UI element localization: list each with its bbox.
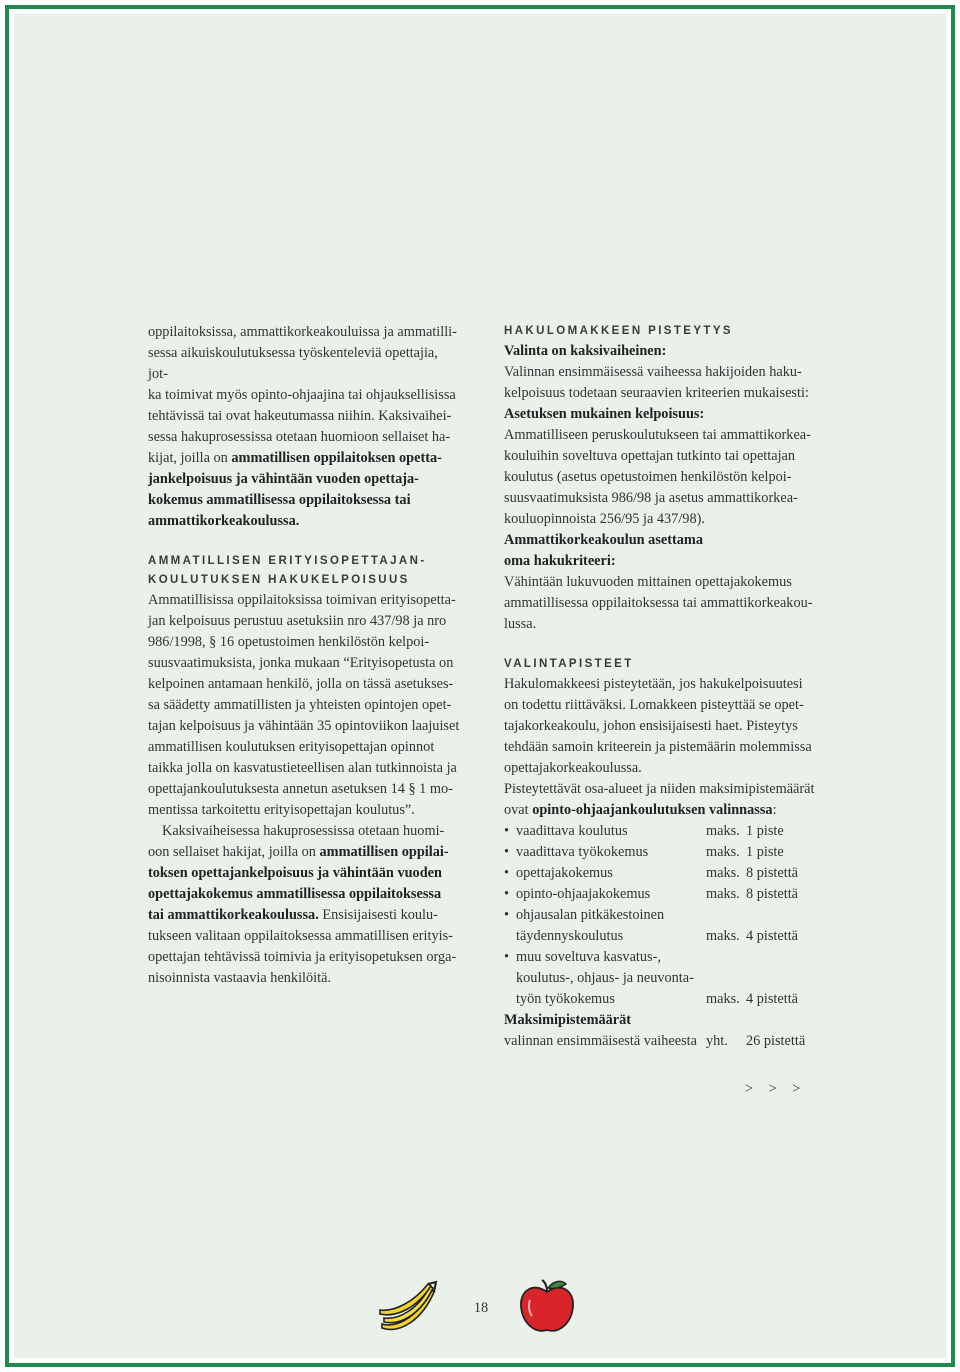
apple-icon	[516, 1278, 578, 1336]
text-line: tajan kelpoisuus ja vähintään 35 opintoviikon laajuiset	[148, 718, 460, 734]
text-line	[148, 842, 460, 863]
text-line: nisoinnista vastaavia henkilöitä.	[148, 970, 332, 986]
text-line: 986/1998, § 16 opetustoimen henkilöstön kelpoi-	[148, 634, 430, 650]
points-row	[504, 947, 824, 968]
text-line: ammatillisessa oppilaitoksessa tai ammattikorkeakou-	[504, 595, 813, 611]
bullet-icon: •	[504, 844, 510, 860]
text-line: kouluopinnoista 256/95 ja 437/98).	[504, 511, 705, 527]
text-segment: Ensisijaisesti koulu-	[318, 907, 438, 923]
bullet-icon: •	[504, 907, 510, 923]
points-value: 8 pistettä	[746, 886, 799, 902]
points-value: 4 pistettä	[746, 928, 799, 944]
points-label: vaadittava koulutus	[516, 823, 628, 839]
text-line: tajakorkeakoulu, johon ensisijaisesti haet. Pisteytys	[504, 718, 798, 734]
text-segment: kijat, joilla on	[148, 450, 232, 466]
points-row	[504, 926, 824, 947]
subheading: Asetuksen mukainen kelpoisuus:	[504, 406, 705, 422]
spacer	[148, 532, 460, 552]
text-line: ka toimivat myös opinto-ohjaajina tai ohjauksellisissa	[148, 387, 456, 403]
bullet-spacer	[504, 989, 516, 1010]
points-label: täydennyskoulutus	[516, 928, 624, 944]
left-column	[148, 322, 460, 989]
text-line: Ammatillisissa oppilaitoksissa toimivan erityisopetta-	[148, 592, 456, 608]
highlight-line: jankelpoisuus ja vähintään vuoden opettaja-	[148, 471, 419, 487]
text-line	[504, 800, 824, 821]
bullet-spacer	[504, 926, 516, 947]
points-value: 4 pistettä	[746, 991, 799, 1007]
text-line	[148, 905, 460, 926]
text-line: opettajan tehtävissä toimivia ja erityisopetuksen orga-	[148, 949, 457, 965]
points-row	[504, 842, 824, 863]
text-line: kelpoisuus todetaan seuraavien kriteerien mukaisesti:	[504, 385, 809, 401]
points-row	[504, 989, 824, 1010]
text-line: tukseen valitaan oppilaitoksessa ammatillisen erityis-	[148, 928, 453, 944]
text-line: sessa hakuprosessissa otetaan huomioon sellaiset ha-	[148, 429, 451, 445]
points-label: ohjausalan pitkäkestoinen	[516, 907, 665, 923]
points-row	[504, 863, 824, 884]
spacer	[504, 635, 824, 655]
text-line: Vähintään lukuvuoden mittainen opettajakokemus	[504, 574, 792, 590]
highlight-text: ammatillisen oppilai-	[319, 844, 449, 860]
text-line: taikka jolla on kasvatustieteellisen alan tutkinnoista ja	[148, 760, 457, 776]
points-maks: maks.	[706, 928, 740, 944]
bullet-icon: •	[504, 823, 510, 839]
text-line: Valinnan ensimmäisessä vaiheessa hakijoiden haku-	[504, 364, 802, 380]
points-row	[504, 968, 824, 989]
text-line: on todettu riittäväksi. Lomakkeen pisteyttää se opet-	[504, 697, 804, 713]
text-line: sessa aikuiskoulutuksessa työskenteleviä opettajia, jot-	[148, 345, 438, 382]
bullet-icon: •	[504, 886, 510, 902]
text-line: jan kelpoisuus perustuu asetuksiin nro 437/98 ja nro	[148, 613, 447, 629]
points-label: koulutus-, ohjaus- ja neuvonta-	[516, 970, 694, 986]
highlight-line: toksen opettajankelpoisuus ja vähintään vuoden	[148, 865, 442, 881]
text-line: Ammatilliseen peruskoulutukseen tai ammattikorkea-	[504, 427, 811, 443]
highlight-line: ammattikorkeakoulussa.	[148, 513, 300, 529]
points-value: 1 piste	[746, 844, 784, 860]
total-row	[504, 1031, 824, 1052]
text-line: suusvaatimuksista, jonka mukaan “Erityisopetusta on	[148, 655, 454, 671]
page-number: 18	[473, 1300, 489, 1316]
text-line: tehdään samoin kriteerein ja pistemäärin molemmissa	[504, 739, 812, 755]
points-label: vaadittava työkokemus	[516, 844, 649, 860]
text-line: kouluihin soveltuva opettajan tutkinto tai opettajan	[504, 448, 796, 464]
points-value: 1 piste	[746, 823, 784, 839]
text-line: lussa.	[504, 616, 537, 632]
bullet-spacer	[504, 968, 516, 989]
text-line: mentissa tarkoitettu erityisopettajan koulutus”.	[148, 802, 415, 818]
text-line: tehtävissä tai ovat hakeutumassa niihin. Kaksivaihei-	[148, 408, 452, 424]
text-line: opettajankoulutuksesta annetun asetuksen 14 § 1 mo-	[148, 781, 453, 797]
text-line: Hakulomakkeesi pisteytetään, jos hakukelpoisuutesi	[504, 676, 803, 692]
points-label: työn työkokemus	[516, 991, 615, 1007]
total-value: 26 pistettä	[746, 1033, 806, 1049]
points-label: muu soveltuva kasvatus-,	[516, 949, 661, 965]
points-label: opinto-ohjaajakokemus	[516, 886, 651, 902]
section-heading-line: KOULUTUKSEN HAKUKELPOISUUS	[148, 574, 410, 586]
right-column	[504, 322, 824, 1052]
section-heading-line: AMMATILLISEN ERITYISOPETTAJAN-	[148, 555, 427, 567]
points-maks: maks.	[706, 844, 740, 860]
subheading: oma hakukriteeri:	[504, 553, 616, 569]
subheading: Ammattikorkeakoulun asettama	[504, 532, 703, 548]
text-segment: :	[772, 802, 777, 818]
points-maks: maks.	[706, 865, 740, 881]
points-label: opettajakokemus	[516, 865, 613, 881]
points-maks: maks.	[706, 886, 740, 902]
total-prefix: yht.	[706, 1033, 728, 1049]
points-maks: maks.	[706, 823, 740, 839]
text-line	[148, 448, 460, 469]
text-line: sa säädetty ammatillisten ja yhteisten opintojen opet-	[148, 697, 452, 713]
subheading: Valinta on kaksivaiheinen:	[504, 343, 667, 359]
points-value: 8 pistettä	[746, 865, 799, 881]
text-line: koulutus (asetus opetustoimen henkilöstön kelpoi-	[504, 469, 792, 485]
text-segment: ovat	[504, 802, 533, 818]
section-heading: HAKULOMAKKEEN PISTEYTYS	[504, 325, 733, 337]
points-maks: maks.	[706, 991, 740, 1007]
highlight-text: opinto-ohjaajankoulutuksen valinnassa	[532, 802, 773, 818]
text-line: Kaksivaiheisessa hakuprosessissa otetaan huomi-	[162, 823, 445, 839]
section-heading: VALINTAPISTEET	[504, 658, 634, 670]
points-row	[504, 884, 824, 905]
highlight-line: opettajakokemus ammatillisessa oppilaitoksessa	[148, 886, 442, 902]
text-line: Pisteytettävät osa-alueet ja niiden maksimipistemäärät	[504, 781, 815, 797]
text-line: ammatillisen koulutuksen erityisopettajan opinnot	[148, 739, 435, 755]
total-label: valinnan ensimmäisestä vaiheesta	[504, 1033, 697, 1049]
points-row	[504, 821, 824, 842]
bullet-icon: •	[504, 865, 510, 881]
points-row	[504, 905, 824, 926]
bullet-icon: •	[504, 949, 510, 965]
text-line: opettajakorkeakoulussa.	[504, 760, 642, 776]
text-segment: oon sellaiset hakijat, joilla on	[148, 844, 320, 860]
highlight-text: ammatillisen oppilaitoksen opetta-	[231, 450, 442, 466]
text-line: kelpoinen antamaan henkilö, jolla on tässä asetukses-	[148, 676, 454, 692]
banana-icon	[376, 1280, 440, 1332]
highlight-text: tai ammattikorkeakoulussa.	[148, 907, 319, 923]
text-line: suusvaatimuksista 986/98 ja asetus ammattikorkea-	[504, 490, 798, 506]
highlight-line: kokemus ammatillisessa oppilaitoksessa tai	[148, 492, 411, 508]
text-line: oppilaitoksissa, ammattikorkeakouluissa ja ammatilli-	[148, 324, 457, 340]
continue-arrows: > > >	[745, 1081, 807, 1097]
subheading: Maksimipistemäärät	[504, 1012, 632, 1028]
